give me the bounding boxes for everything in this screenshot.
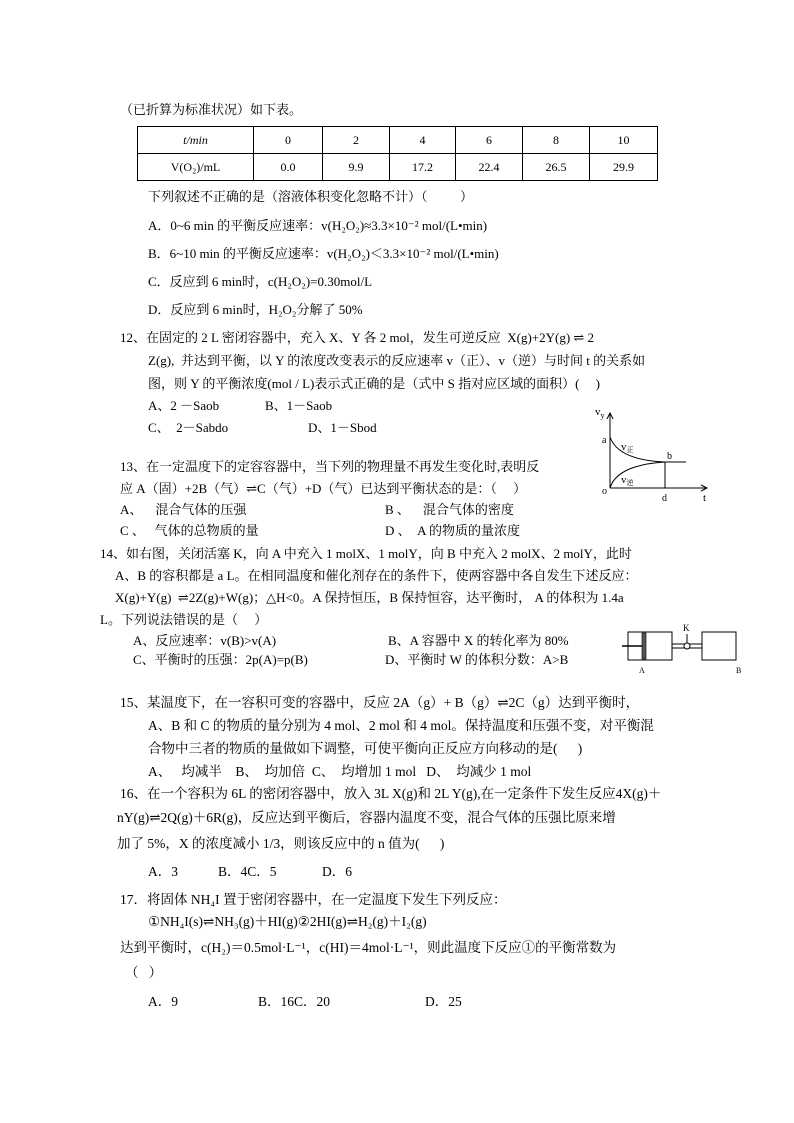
q16-option-bc: B．4C．5: [218, 864, 277, 879]
q17-option-bc: B．16C．20: [258, 994, 331, 1009]
table-cell: 9.9: [323, 154, 390, 181]
q12-line-1: 12、在固定的 2 L 密闭容器中，充入 X、Y 各 2 mol，发生可逆反应 X(g)+2Y(g) ⇌ 2: [120, 330, 595, 345]
q13-option-d: D 、 A 的物质的量浓度: [385, 523, 521, 538]
q14-option-d: D、平衡时 W 的体积分数：A>B: [385, 652, 569, 667]
q17-option-d: D．25: [425, 994, 462, 1009]
reverse-rate-label: v逆: [621, 474, 634, 487]
q13-option-a: A、 混合气体的压强: [120, 502, 247, 517]
table-cell: 0.0: [254, 154, 323, 181]
forward-rate-label: v正: [621, 441, 634, 454]
q12-rate-time-graph: [590, 400, 720, 510]
q11-stem: 下列叙述不正确的是（溶液体积变化忽略不计）（ ）: [148, 189, 474, 204]
table-cell: 6: [456, 127, 523, 154]
q14-line-3: X(g)+Y(g) ⇌2Z(g)+W(g)；△H<0。A 保持恒压，B 保持恒容，达平衡时， A 的体积为 1.4a: [115, 590, 624, 605]
table-cell: 29.9: [590, 154, 658, 181]
q15-options: A、 均减半 B、 均加倍 C、 均增加 1 mol D、 均减少 1 mol: [148, 764, 532, 779]
q17-reactions: ①NH₄I(s)⇌NH₃(g)＋HI(g)②2HI(g)⇌H₂(g)＋I₂(g): [148, 914, 427, 929]
table-cell: t/min: [138, 127, 254, 154]
q17-line-1: 17．将固体 NH₄I 置于密闭容器中，在一定温度下发生下列反应：: [120, 892, 507, 907]
container-b-box: [702, 632, 736, 660]
q14-line-4: L。下列说法错误的是（ ）: [100, 612, 268, 627]
origin-label: o: [602, 486, 607, 497]
table-row: [138, 154, 658, 181]
q15-line-2: A、B 和 C 的物质的量分别为 4 mol、2 mol 和 4 mol。保持温度和压强不变，对平衡混: [148, 718, 654, 733]
y-axis-label: $v_y$: [595, 406, 605, 420]
q14-option-b: B、A 容器中 X 的转化率为 80%: [388, 633, 569, 648]
q16-option-a: A．3: [148, 864, 178, 879]
q14-line-2: A、B 的容积都是 a L。在相同温度和催化剂存在的条件下，使两容器中各自发生下述反应：: [115, 568, 638, 583]
q12-option-c: C、 2－Sabdo: [148, 420, 229, 435]
q15-line-1: 15、某温度下，在一容积可变的容器中，反应 2A（g）+ B（g）⇌2C（g）达到平衡时，: [120, 695, 640, 710]
q13-option-c: C 、 气体的总物质的量: [120, 523, 259, 538]
table-cell: 8: [523, 127, 590, 154]
table-header-row: [138, 127, 658, 154]
q13-option-b: B 、 混合气体的密度: [385, 502, 514, 517]
container-a-piston: [642, 633, 646, 659]
table-cell: V(O₂)/mL: [138, 154, 254, 181]
point-a-label: a: [602, 435, 607, 446]
table-cell: 2: [323, 127, 390, 154]
q11-option-c: C．反应到 6 min时，c(H₂O₂)=0.30mol/L: [148, 274, 373, 289]
reverse-rate-curve: [610, 462, 665, 488]
q14-option-a: A、反应速率：v(B)>v(A): [133, 633, 277, 648]
table-cell: 4: [390, 127, 456, 154]
q14-line-1: 14、如右图，关闭活塞 K，向 A 中充入 1 molX、1 molY，向 B 中充入 2 molX、2 molY，此时: [100, 546, 632, 561]
table-cell: 10: [590, 127, 658, 154]
q17-option-a: A．9: [148, 994, 178, 1009]
q14-container-diagram: [622, 620, 762, 676]
container-a-label: A: [639, 666, 645, 675]
valve-k-label: K: [683, 623, 690, 633]
table-cell: 22.4: [456, 154, 523, 181]
q16-line-1: 16、在一个容积为 6L 的密闭容器中，放入 3L X(g)和 2L Y(g),在一定条件下发生反应4X(g)＋: [120, 786, 662, 801]
q12-option-b: B、1－Saob: [265, 398, 333, 413]
table-cell: 0: [254, 127, 323, 154]
q16-line-2: nY(g)⇌2Q(g)＋6R(g)，反应达到平衡后，容器内温度不变，混合气体的压强比原来增: [117, 810, 616, 825]
container-b-label: B: [736, 666, 742, 675]
q13-line-2: 应 A（固）+2B（气）⇌C（气）+D（气）已达到平衡状态的是：（ ）: [120, 481, 527, 496]
q13-line-1: 13、在一定温度下的定容容器中，当下列的物理量不再发生变化时,表明反: [120, 459, 540, 474]
q12-option-d: D、1－Sbod: [308, 420, 377, 435]
q15-line-3: 合物中三者的物质的量做如下调整，可使平衡向正反应方向移动的是( ): [148, 741, 583, 756]
q11-option-d: D．反应到 6 min时，H₂O₂分解了 50%: [148, 302, 363, 317]
q12-line-3: 图，则 Y 的平衡浓度(mol / L)表示式正确的是（式中 S 指对应区域的面积）( ): [148, 376, 600, 391]
q16-line-3: 加了 5%，X 的浓度减小 1/3，则该反应中的 n 值为( ): [117, 836, 445, 851]
q12-option-a: A、2 －Saob: [148, 398, 220, 413]
valve-k: [684, 643, 690, 649]
q11-option-b: B．6~10 min 的平衡反应速率：v(H₂O₂)＜3.3×10⁻² mol/(L•min): [148, 246, 499, 261]
q14-option-c: C、平衡时的压强：2p(A)=p(B): [133, 652, 308, 667]
table-cell: 17.2: [390, 154, 456, 181]
intro-text: （已折算为标准状况）如下表。: [120, 102, 303, 117]
x-axis-label: t: [703, 492, 707, 504]
q16-option-d: D．6: [322, 864, 352, 879]
table-cell: 26.5: [523, 154, 590, 181]
point-b-label: b: [667, 451, 672, 462]
oxygen-volume-table: [137, 126, 658, 181]
q11-option-a: A．0~6 min 的平衡反应速率：v(H₂O₂)≈3.3×10⁻² mol/(L•min): [148, 218, 488, 233]
q12-line-2: Z(g), 并达到平衡，以 Y 的浓度改变表示的反应速率 v（正）、v（逆）与时间 t 的关系如: [148, 353, 646, 368]
q17-line-3: 达到平衡时，c(H₂)＝0.5mol·L⁻¹，c(HI)＝4mol·L⁻¹，则此温度下反应①的平衡常数为: [120, 940, 617, 955]
q17-answer-blank: （ ）: [125, 965, 163, 980]
point-d-label: d: [662, 493, 667, 504]
forward-rate-curve: [610, 437, 665, 462]
